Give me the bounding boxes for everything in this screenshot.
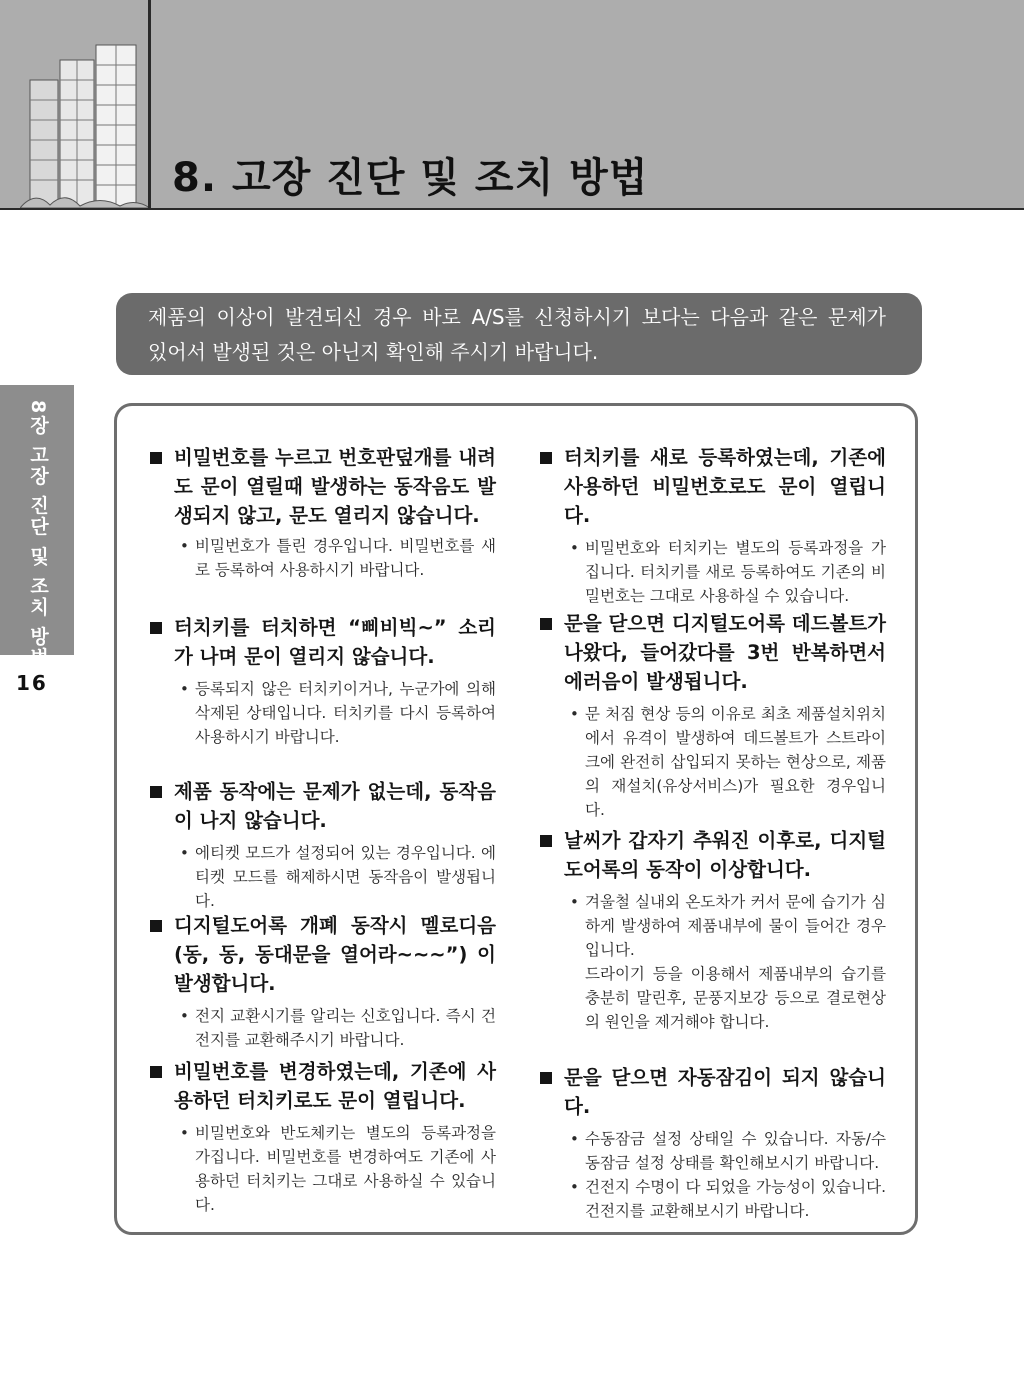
item-bullet: • 비밀번호가 틀린 경우입니다. 비밀번호를 새로 등록하여 사용하시기 바랍니다. <box>180 537 496 579</box>
left-item-1 <box>150 443 496 582</box>
item-bullet: • 전지 교환시기를 알리는 신호입니다. 즉시 건전지를 교환해주시기 바랍니다. <box>180 1007 496 1049</box>
item-bullet: • 에티켓 모드가 설정되어 있는 경우입니다. 에티켓 모드를 해제하시면 동작음이 발생됩니다. <box>180 844 496 910</box>
item-heading: 문을 닫으면 디지털도어록 데드볼트가 나왔다, 들어갔다를 3번 반복하면서 에러음이 발생됩니다. <box>540 609 886 696</box>
right-item-2 <box>540 609 886 822</box>
square-bullet-icon <box>150 452 162 464</box>
page-number: 16 <box>16 671 48 695</box>
item-heading: 터치키를 새로 등록하였는데, 기존에 사용하던 비밀번호로도 문이 열립니다. <box>540 443 886 530</box>
item-heading: 문을 닫으면 자동잠김이 되지 않습니다. <box>540 1063 886 1121</box>
left-item-3 <box>150 777 496 913</box>
right-item-3 <box>540 826 886 1034</box>
item-heading: 제품 동작에는 문제가 없는데, 동작음이 나지 않습니다. <box>150 777 496 835</box>
header-divider <box>148 0 151 210</box>
item-heading: 날씨가 갑자기 추워진 이후로, 디지털도어록의 동작이 이상합니다. <box>540 826 886 884</box>
intro-line-2: 있어서 발생된 것은 아닌지 확인해 주시기 바랍니다. <box>148 340 599 364</box>
chapter-side-tab-label: 8장 고장 진단 및 조치 방법 <box>27 400 49 669</box>
item-heading: 비밀번호를 누르고 번호판덮개를 내려도 문이 열릴때 발생하는 동작음도 발생되지 않고, 문도 열리지 않습니다. <box>150 443 496 530</box>
apartment-buildings-icon <box>20 40 150 210</box>
item-bullet: • 비밀번호와 터치키는 별도의 등록과정을 가집니다. 터치키를 새로 등록하여도 기존의 비밀번호는 그대로 사용하실 수 있습니다. <box>570 539 886 605</box>
left-item-5 <box>150 1057 496 1217</box>
page-title: 8. 고장 진단 및 조치 방법 <box>172 155 649 201</box>
right-item-1 <box>540 443 886 608</box>
item-heading: 터치키를 터치하면 “삐비빅~” 소리가 나며 문이 열리지 않습니다. <box>150 613 496 671</box>
item-bullet: • 비밀번호와 반도체키는 별도의 등록과정을 가집니다. 비밀번호를 변경하여도 기존에 사용하던 터치키는 그대로 사용하실 수 있습니다. <box>180 1124 496 1214</box>
item-heading: 디지털도어록 개폐 동작시 멜로디음 (동, 동, 동대문을 열어라~~~”) 이 발생합니다. <box>150 911 496 998</box>
item-bullet: • 문 처짐 현상 등의 이유로 최초 제품설치위치에서 유격이 발생하여 데드볼트가 스트라이크에 완전히 삽입되지 못하는 현상으로, 제품의 재설치(유상서비스)가 필요한 경우입니다. <box>570 705 886 819</box>
square-bullet-icon <box>150 622 162 634</box>
square-bullet-icon <box>150 920 162 932</box>
item-bullet: • 등록되지 않은 터치키이거나, 누군가에 의해 삭제된 상태입니다. 터치키를 다시 등록하여 사용하시기 바랍니다. <box>180 680 496 746</box>
intro-line-1: 제품의 이상이 발견되신 경우 바로 A/S를 신청하시기 보다는 다음과 같은 문제가 <box>148 305 886 329</box>
square-bullet-icon <box>150 786 162 798</box>
item-bullet: • 건전지 수명이 다 되었을 가능성이 있습니다. 건전지를 교환해보시기 바랍니다. <box>570 1178 886 1220</box>
square-bullet-icon <box>540 835 552 847</box>
item-bullet: • 수동잠금 설정 상태일 수 있습니다. 자동/수동잠금 설정 상태를 확인해보시기 바랍니다. <box>570 1130 886 1172</box>
item-bullet: • 겨울철 실내외 온도차가 커서 문에 습기가 심하게 발생하여 제품내부에 물이 들어간 경우입니다. 드라이기 등을 이용해서 제품내부의 습기를 충분히 말린후, 문풍지보강 등으로 결로현상의 원인을 제거해야 합니다. <box>570 893 886 1031</box>
square-bullet-icon <box>540 452 552 464</box>
left-item-4 <box>150 911 496 1052</box>
square-bullet-icon <box>540 1072 552 1084</box>
item-heading: 비밀번호를 변경하였는데, 기존에 사용하던 터치키로도 문이 열립니다. <box>150 1057 496 1115</box>
intro-text <box>148 300 886 370</box>
right-item-4 <box>540 1063 886 1223</box>
header-rule <box>0 208 1024 210</box>
square-bullet-icon <box>540 618 552 630</box>
square-bullet-icon <box>150 1066 162 1078</box>
left-item-2 <box>150 613 496 749</box>
